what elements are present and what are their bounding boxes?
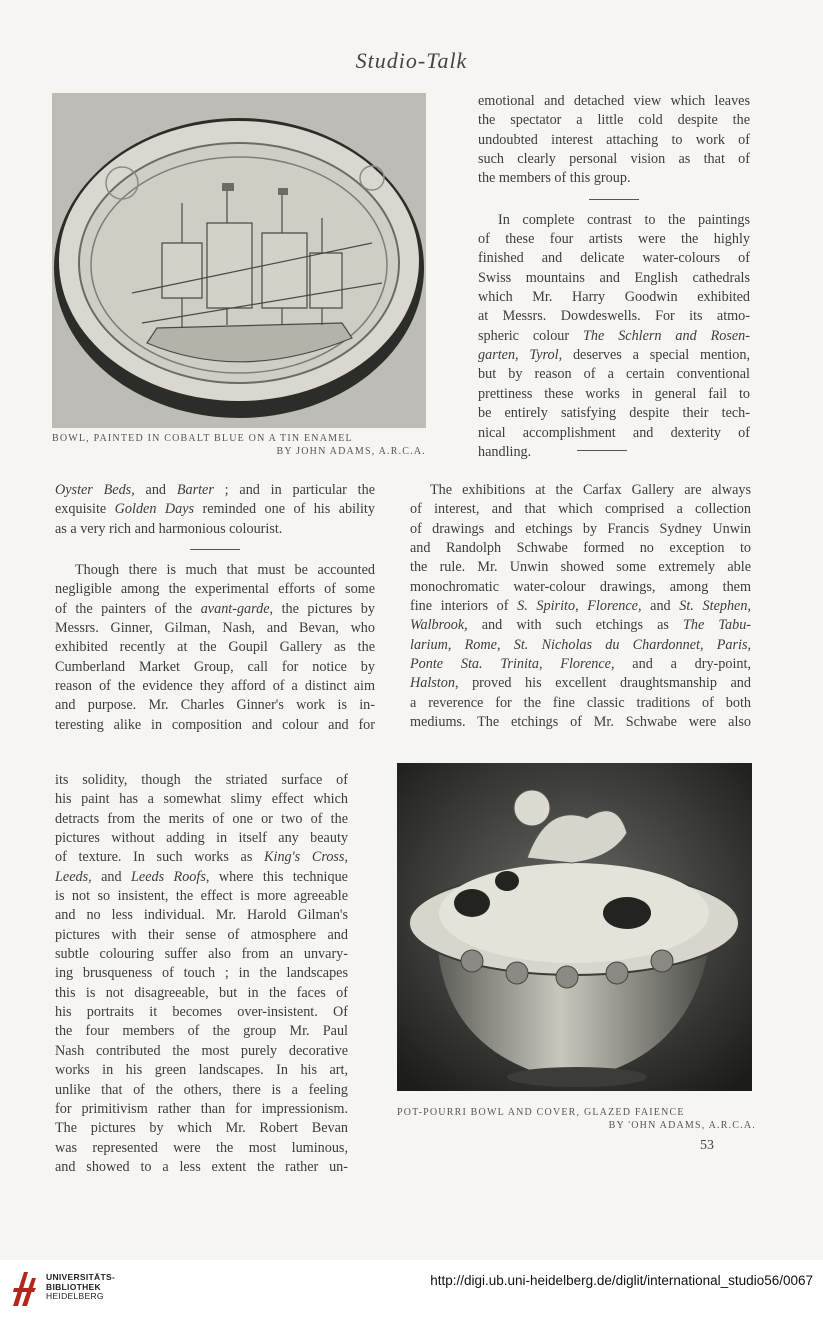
library-logo-icon[interactable] — [10, 1268, 42, 1315]
text-run: , and — [88, 868, 131, 885]
text-line — [55, 500, 375, 519]
text-line: subtle colouring suffer also from an unvary- — [55, 946, 348, 963]
section-divider — [589, 199, 639, 200]
left-column — [55, 481, 375, 735]
text-line: undoubted interest attaching to work of — [478, 131, 750, 148]
artwork-title: Barter — [176, 482, 214, 498]
potpourri-caption-line2: BY 'OHN ADAMS, A.R.C.A. — [608, 1120, 756, 1131]
text-run: , — [344, 849, 348, 866]
artwork-title: The Tabu- — [683, 617, 752, 634]
text-line: detracts from the merits of one or two of the — [55, 810, 348, 827]
text-line: a reverence for the fine classic traditions of both — [410, 694, 751, 711]
text-line: such clearly personal vision as that of — [478, 151, 750, 168]
text-line: and purpose. Mr. Charles Ginner's work is in- — [55, 697, 375, 714]
text-line — [410, 674, 751, 693]
text-line — [55, 600, 375, 619]
text-line: pictures with their sense of atmosphere and — [55, 926, 348, 943]
text-line: Nash contributed the most purely decorative — [55, 1042, 348, 1059]
left-column-narrow — [55, 771, 348, 1177]
text-run: , and — [131, 482, 177, 498]
text-run: of the painters of the — [55, 600, 201, 617]
text-run: , — [575, 598, 588, 615]
text-run: fine interiors of — [410, 598, 518, 615]
text-line: mediums. The etchings of Mr. Schwabe were also — [410, 714, 751, 731]
text-line: reason of the evidence they afford of a distinct aim — [55, 678, 375, 695]
text-line: his paint has a somewhat slimy effect which — [55, 791, 348, 808]
text-line: and no less individual. Mr. Harold Gilman's — [55, 907, 348, 924]
artwork-title: Ponte Sta. Trinita — [410, 656, 539, 673]
text-line — [55, 848, 348, 867]
potpourri-photo — [397, 763, 752, 1091]
text-run: ; and in particular the — [213, 482, 375, 498]
text-run: , where this technique — [205, 868, 348, 885]
artwork-title: Halston — [410, 675, 455, 692]
text-line: monochromatic water-colour drawings, among them — [410, 578, 751, 595]
potpourri-illustration — [397, 763, 752, 1091]
artwork-title: larium — [410, 636, 448, 653]
text-line: Though there is much that must be accounted — [75, 562, 375, 579]
text-line — [478, 327, 750, 346]
artwork-title: Rome — [464, 636, 497, 653]
text-line: which Mr. Harry Goodwin exhibited — [478, 289, 750, 306]
text-line: as a very rich and harmonious colourist. — [55, 520, 283, 537]
text-line — [478, 346, 750, 365]
text-line: finished and delicate water-colours of — [478, 250, 750, 267]
text-line: pictures without adding in itself any beauty — [55, 830, 348, 847]
potpourri-caption — [397, 1106, 756, 1132]
text-line: nical accomplishment and dexterity of — [478, 424, 750, 441]
logo-line1: UNIVERSITÄTS- — [46, 1272, 116, 1282]
text-line — [55, 481, 375, 500]
text-run: of texture. In such works as — [55, 849, 265, 866]
artwork-title: St. Nicholas du Chardonnet — [513, 636, 700, 653]
text-line: Messrs. Ginner, Gilman, Nash, and Bevan, who — [55, 620, 375, 637]
artwork-title: Tyrol — [529, 347, 559, 364]
text-line: prettiness these works in general fail to — [478, 385, 750, 402]
right-top-column — [478, 92, 750, 462]
text-line: In complete contrast to the paintings — [498, 211, 750, 228]
section-divider — [190, 549, 240, 550]
text-line: be entirely satisfying despite their tech- — [478, 405, 750, 422]
text-line: the rule. Mr. Unwin showed some extremely able — [410, 559, 751, 576]
text-line: his portraits it becomes over-insistent. Of — [55, 1004, 348, 1021]
text-run: , — [538, 656, 561, 673]
text-line: the members of this group. — [478, 170, 631, 187]
text-run: , — [699, 636, 717, 653]
text-run: , and with such etchings as — [464, 617, 684, 634]
text-line: its solidity, though the striated surface of — [55, 772, 348, 788]
text-line: but by reason of a certain conventional — [478, 366, 750, 383]
artwork-title: Walbrook — [410, 617, 465, 634]
text-line: teresting alike in composition and colour and for — [55, 716, 375, 733]
text-line: unlike that of the others, there is a feeling — [55, 1081, 348, 1098]
text-line: emotional and detached view which leaves — [478, 93, 750, 109]
text-run: , — [747, 598, 751, 615]
text-run: , — [747, 636, 752, 653]
text-line: of these four artists were the highly — [478, 231, 750, 248]
bowl-caption-line1: BOWL, PAINTED IN COBALT BLUE ON A TIN ENAMEL — [52, 433, 353, 444]
source-url-link[interactable]: http://digi.ub.uni-heidelberg.de/diglit/international_studio56/0067 — [430, 1273, 813, 1288]
text-line: works in his green landscapes. In his art, — [55, 1062, 348, 1079]
artwork-title: S. Spirito — [517, 598, 576, 615]
text-line — [410, 636, 751, 655]
text-line: Swiss mountains and English cathedrals — [478, 269, 750, 286]
artwork-title: Florence — [560, 656, 611, 673]
text-line — [55, 868, 348, 887]
text-line: at Messrs. Dowdeswells. For its atmo- — [478, 308, 750, 325]
logo-line2: BIBLIOTHEK — [46, 1281, 101, 1292]
artwork-title: Leeds Roofs — [131, 868, 206, 885]
text-line: The pictures by which Mr. Robert Bevan — [55, 1120, 348, 1137]
artwork-title: St. Stephen — [679, 598, 748, 615]
text-line — [410, 597, 751, 616]
page-title: Studio-Talk — [355, 48, 468, 73]
text-run: reminded one of his ability — [194, 501, 375, 518]
artwork-title: Leeds — [55, 868, 89, 885]
text-line — [410, 655, 751, 674]
text-run: , — [515, 347, 530, 364]
logo-line3: HEIDELBERG — [46, 1291, 104, 1301]
text-run: , and — [637, 598, 680, 615]
text-run: , the pictures by — [269, 600, 375, 617]
text-line: of drawings and etchings by Francis Sydney Unwin — [410, 520, 751, 537]
text-line: ing brusqueness of touch ; in the landscapes — [55, 965, 348, 982]
text-line: for primitivism rather than for impressionism. — [55, 1100, 348, 1117]
text-line: of interest, and that which comprised a collection — [410, 501, 751, 518]
text-run: , deserves a special mention, — [558, 347, 751, 364]
text-line: the four members of the group Mr. Paul — [55, 1023, 348, 1040]
text-line — [410, 616, 751, 635]
text-run: , — [496, 636, 514, 653]
text-line: negligible among the experimental efforts of some — [55, 581, 375, 598]
text-line — [478, 443, 750, 462]
footer-bar — [0, 1260, 823, 1322]
text-run: exquisite — [55, 501, 115, 518]
artwork-title: Paris — [716, 636, 748, 653]
text-run: , proved his excellent draughtsmanship and — [454, 675, 751, 692]
bowl-photo — [52, 93, 426, 428]
text-run: , — [447, 636, 465, 653]
bowl-caption-line2: BY JOHN ADAMS, A.R.C.A. — [276, 446, 426, 457]
artwork-title: Golden Days — [114, 501, 195, 518]
artwork-title: King's Cross — [264, 849, 345, 866]
artwork-title: Florence — [587, 598, 638, 615]
library-logo-text — [46, 1273, 115, 1302]
text-run: spheric colour — [478, 327, 584, 344]
bowl-illustration — [52, 93, 426, 428]
potpourri-caption-line1: POT-POURRI BOWL AND COVER, GLAZED FAIENCE — [397, 1107, 685, 1118]
right-column — [410, 481, 751, 732]
bowl-caption — [52, 432, 426, 458]
page-number: 53 — [700, 1138, 714, 1153]
text-line: and showed to a less extent the rather un- — [55, 1158, 348, 1175]
foreign-term: avant-garde — [200, 600, 270, 617]
section-divider — [577, 450, 627, 451]
text-run: , and a dry-point, — [610, 656, 751, 673]
text-line: Cumberland Market Group, call for notice by — [55, 658, 375, 675]
text-line: exhibited recently at the Goupil Gallery as the — [55, 639, 375, 656]
text-line: this is not disagreeable, but in the faces of — [55, 984, 348, 1001]
artwork-title: Oyster Beds — [55, 482, 132, 498]
artwork-title: garten — [478, 347, 516, 364]
text-line: The exhibitions at the Carfax Gallery are always — [430, 482, 751, 498]
text-line: the spectator a little cold despite the — [478, 112, 750, 129]
text-line: is not so insistent, the effect is more agreeable — [55, 888, 348, 905]
artwork-title: The Schlern and Rosen- — [583, 327, 750, 344]
text-run: handling. — [478, 443, 532, 460]
text-line: was represented were the most luminous, — [55, 1139, 348, 1156]
text-line: and Randolph Schwabe formed no exception to — [410, 540, 751, 557]
